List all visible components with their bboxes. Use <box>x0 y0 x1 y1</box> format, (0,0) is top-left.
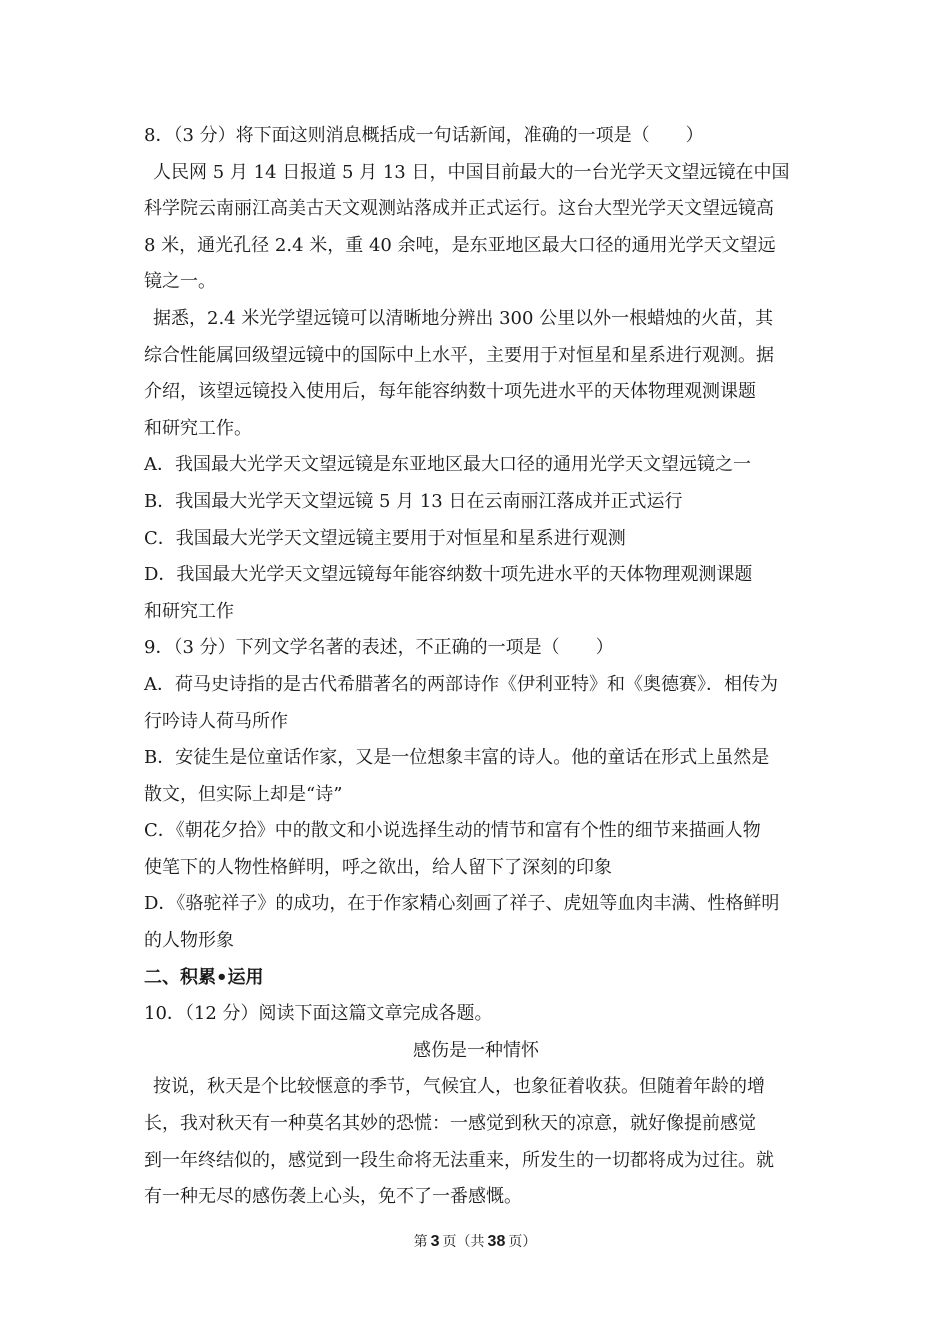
text-line: 科学院云南丽江高美古天文观测站落成并正式运行。这台大型光学天文望远镜高 <box>144 198 774 220</box>
text-line: 镜之一。 <box>144 271 216 293</box>
text-line: 8．（3 分）将下面这则消息概括成一句话新闻，准确的一项是（ ） <box>144 125 704 146</box>
text-line: 行吟诗人荷马所作 <box>144 710 288 732</box>
text-line: 到一年终结似的，感觉到一段生命将无法重来，所发生的一切都将成为过往。就 <box>144 1149 774 1171</box>
text-line: B．我国最大光学天文望远镜 5 月 13 日在云南丽江落成并正式运行 <box>144 490 683 512</box>
text-line: C．《朝花夕拾》中的散文和小说选择生动的情节和富有个性的细节来描画人物 <box>144 820 761 842</box>
footer-total-pages: 38 <box>487 1233 506 1250</box>
text-line: A．我国最大光学天文望远镜是东亚地区最大口径的通用光学天文望远镜之一 <box>144 454 751 476</box>
footer-suffix: 页） <box>508 1234 537 1250</box>
text-line: 和研究工作。 <box>144 417 252 439</box>
document-body <box>144 118 808 1216</box>
text-line: 9．（3 分）下列文学名著的表述，不正确的一项是（ ） <box>144 637 614 659</box>
text-line: D．《骆驼祥子》的成功，在于作家精心刻画了祥子、虎妞等血肉丰满、性格鲜明 <box>144 893 780 915</box>
section-heading: 二、积累•运用 <box>144 966 264 988</box>
footer-middle: 页（共 <box>442 1234 485 1250</box>
text-line: 人民网 5 月 14 日报道 5 月 13 日，中国目前最大的一台光学天文望远镜在中国 <box>153 161 790 183</box>
text-line: 长，我对秋天有一种莫名其妙的恐慌：一感觉到秋天的凉意，就好像提前感觉 <box>144 1113 756 1135</box>
text-line: 使笔下的人物性格鲜明，呼之欲出，给人留下了深刻的印象 <box>144 856 612 878</box>
text-line: 和研究工作 <box>144 600 234 622</box>
article-title: 感伤是一种情怀 <box>413 1039 539 1061</box>
text-line: 10．（12 分）阅读下面这篇文章完成各题。 <box>144 1003 493 1025</box>
text-line: 介绍，该望远镜投入使用后，每年能容纳数十项先进水平的天体物理观测课题 <box>144 381 756 403</box>
page-footer <box>0 1232 950 1252</box>
text-line: C．我国最大光学天文望远镜主要用于对恒星和星系进行观测 <box>144 527 626 549</box>
text-line: 的人物形象 <box>144 930 234 952</box>
text-line: D．我国最大光学天文望远镜每年能容纳数十项先进水平的天体物理观测课题 <box>144 564 753 586</box>
text-line: 散文，但实际上却是“诗” <box>144 783 343 805</box>
text-line: B．安徒生是位童话作家，又是一位想象丰富的诗人。他的童话在形式上虽然是 <box>144 747 770 769</box>
text-line: 有一种无尽的感伤袭上心头，免不了一番感慨。 <box>144 1186 522 1208</box>
text-line: 综合性能属回级望远镜中的国际中上水平，主要用于对恒星和星系进行观测。据 <box>144 344 774 366</box>
text-line: A．荷马史诗指的是古代希腊著名的两部诗作《伊利亚特》和《奥德赛》．相传为 <box>144 673 778 695</box>
text-line: 8 米，通光孔径 2.4 米，重 40 余吨，是东亚地区最大口径的通用光学天文望远 <box>144 234 776 256</box>
text-line: 据悉，2.4 米光学望远镜可以清晰地分辨出 300 公里以外一根蜡烛的火苗，其 <box>153 307 774 329</box>
footer-page-number: 3 <box>430 1233 440 1250</box>
text-line: 按说，秋天是个比较惬意的季节，气候宜人，也象征着收获。但随着年龄的增 <box>153 1076 765 1098</box>
footer-prefix: 第 <box>413 1234 428 1250</box>
